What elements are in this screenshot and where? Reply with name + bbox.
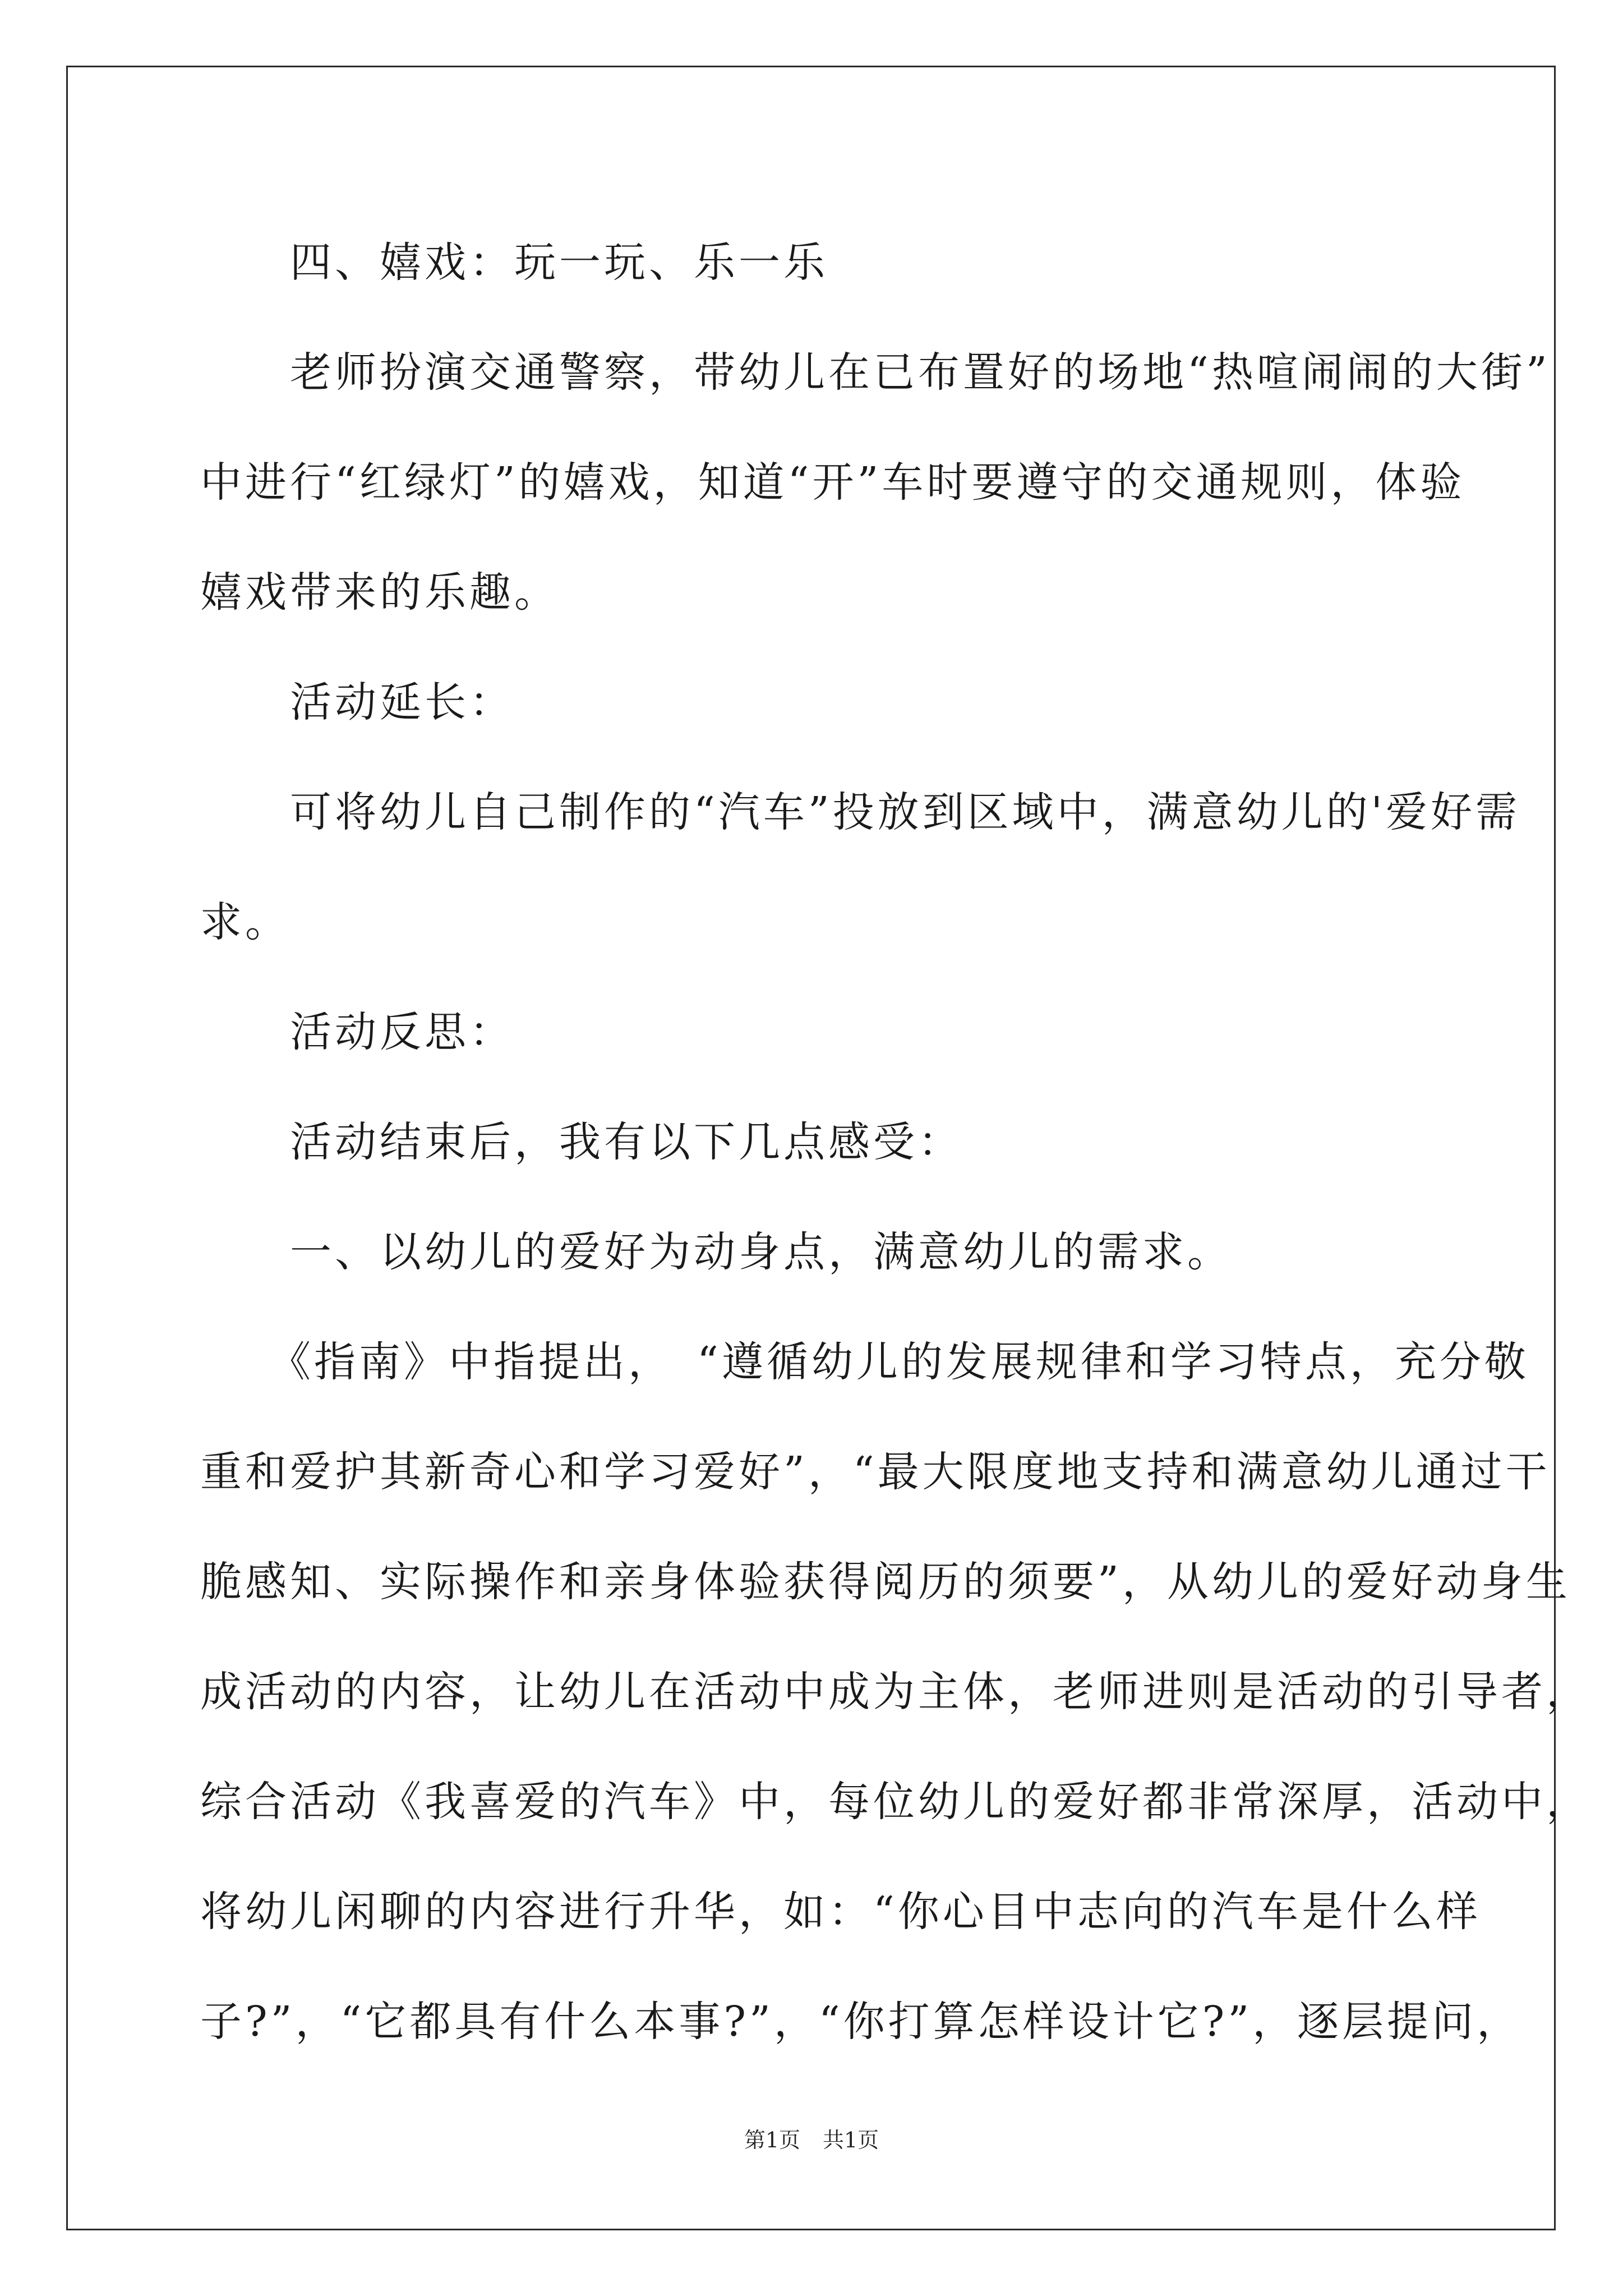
paragraph-line: 活动反思： [200, 1008, 514, 1056]
page-number-total: 共1页 [823, 2128, 879, 2152]
paragraph-line: 四、嬉戏：玩一玩、乐一乐 [200, 238, 828, 287]
page-footer [0, 2126, 1623, 2154]
paragraph-line: 《指南》中指提出， “遵循幼儿的发展规律和学习特点，充分敬 [200, 1338, 1529, 1386]
paragraph-line: 活动延长： [200, 678, 514, 726]
paragraph-line: 求。 [200, 898, 290, 946]
paragraph-line: 活动结束后，我有以下几点感受： [200, 1118, 963, 1166]
paragraph-line: 一、以幼儿的爱好为动身点，满意幼儿的需求。 [200, 1228, 1232, 1276]
document-body [200, 208, 1591, 2077]
paragraph-line: 中进行“红绿灯”的嬉戏，知道“开”车时要遵守的交通规则，体验 [200, 458, 1465, 507]
paragraph-line: 成活动的内容，让幼儿在活动中成为主体，老师进则是活动的引导者， [200, 1668, 1591, 1716]
paragraph-line: 嬉戏带来的乐趣。 [200, 568, 559, 616]
paragraph-line: 可将幼儿自己制作的“汽车”投放到区域中，满意幼儿的'爱好需 [200, 788, 1521, 836]
paragraph-line: 重和爱护其新奇心和学习爱好”，“最大限度地支持和满意幼儿通过干 [200, 1448, 1551, 1496]
paragraph-line: 综合活动《我喜爱的汽车》中，每位幼儿的爱好都非常深厚，活动中， [200, 1778, 1591, 1826]
paragraph-line: 将幼儿闲聊的内容进行升华，如：“你心目中志向的汽车是什么样 [200, 1888, 1481, 1936]
page-number-current: 第1页 [744, 2128, 800, 2152]
paragraph-line: 老师扮演交通警察，带幼儿在已布置好的场地“热喧闹闹的大街” [200, 348, 1551, 397]
paragraph-line: 脆感知、实际操作和亲身体验获得阅历的须要”，从幼儿的爱好动身生 [200, 1558, 1571, 1606]
paragraph-line: 子?”，“它都具有什么本事?”，“你打算怎样设计它?”，逐层提问， [200, 1998, 1522, 2046]
